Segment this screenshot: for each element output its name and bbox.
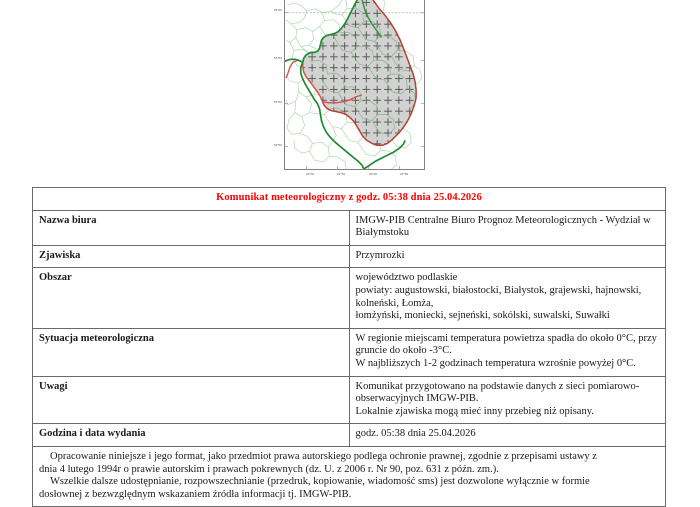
map-panel (0, 0, 700, 186)
map-x-tick-label: 23°00 (368, 172, 378, 176)
table-row (33, 328, 666, 376)
area-line-districts-1: powiaty: augustowski, białostocki, Białystok, grajewski, hajnowski, kolneński, Łomża, (355, 284, 642, 309)
footer-line-1: Opracowanie niniejsze i jego format, jako przedmiot prawa autorskiego podlega ochronie prawnej, zgodnie z przepisami ustawy z (50, 450, 597, 462)
copyright-footer-row (33, 446, 666, 506)
bulletin-title: Komunikat meteorologiczny z godz. 05:38 dnia 25.04.2026 (33, 188, 666, 211)
bulletin-title-row (33, 188, 666, 211)
row-value-issue-time: godz. 05:38 dnia 25.04.2026 (349, 424, 666, 447)
row-value-situation (349, 328, 666, 376)
table-row (33, 268, 666, 328)
row-value-remarks (349, 376, 666, 424)
map-x-tick-label: 22°50 (336, 172, 346, 176)
row-value-office: IMGW-PIB Centralne Biuro Prognoz Meteorologicznych - Wydział w Białymstoku (349, 210, 666, 245)
row-label-area: Obszar (33, 268, 350, 328)
meteorological-bulletin-table (32, 187, 666, 507)
copyright-footer (33, 446, 666, 506)
row-label-remarks: Uwagi (33, 376, 350, 424)
area-line-districts-2: łomżyński, moniecki, sejneński, sokólski, suwalski, Suwałki (355, 310, 610, 322)
footer-line-4: dosłownej z bezwzględnym wskazaniem źródła informacji tj. IMGW-PIB. (39, 488, 352, 500)
map-plot-area (284, 0, 425, 170)
warning-area-map (265, 0, 440, 186)
map-y-tick-label: 53°50 (273, 56, 282, 60)
row-label-phenomena: Zjawiska (33, 245, 350, 268)
map-x-tick-label: 22°00 (305, 172, 315, 176)
footer-line-3: Wszelkie dalsze udostępnianie, rozpowszechnianie (przedruk, kopiowanie, wiadomość sms) jest dozwolone wyłącznie w formie (50, 476, 590, 488)
area-line-voivodeship: województwo podlaskie (355, 272, 458, 284)
table-row (33, 245, 666, 268)
map-y-tick-label: 52°50 (273, 143, 282, 147)
table-row (33, 424, 666, 447)
remarks-line-1: Komunikat przygotowano na podstawie danych z sieci pomiarowo-obserwacyjnych IMGW-PIB. (355, 380, 640, 405)
situation-line-1: W regionie miejscami temperatura powietrza spadła do około 0°C, przy gruncie do około -3°C. (355, 332, 657, 357)
table-row (33, 376, 666, 424)
map-x-tick-label: 23°50 (399, 172, 409, 176)
situation-line-2: W najbliższych 1-2 godzinach temperatura wzrośnie powyżej 0°C. (355, 357, 636, 369)
table-row (33, 210, 666, 245)
map-y-tick-label: 54°00 (273, 8, 282, 12)
footer-line-2: dnia 4 lutego 1994r o prawie autorskim i prawach pokrewnych (dz. U. z 2006 r. Nr 90, poz. 631 z późn. zm.). (39, 463, 499, 475)
row-value-area (349, 268, 666, 328)
map-vector-graphic (285, 0, 424, 169)
row-label-situation: Sytuacja meteorologiczna (33, 328, 350, 376)
map-y-tick-label: 53°00 (273, 100, 282, 104)
remarks-line-2: Lokalnie zjawiska mogą mieć inny przebieg niż opisany. (355, 405, 594, 417)
row-label-office: Nazwa biura (33, 210, 350, 245)
row-value-phenomena: Przymrozki (349, 245, 666, 268)
row-label-issue-time: Godzina i data wydania (33, 424, 350, 447)
